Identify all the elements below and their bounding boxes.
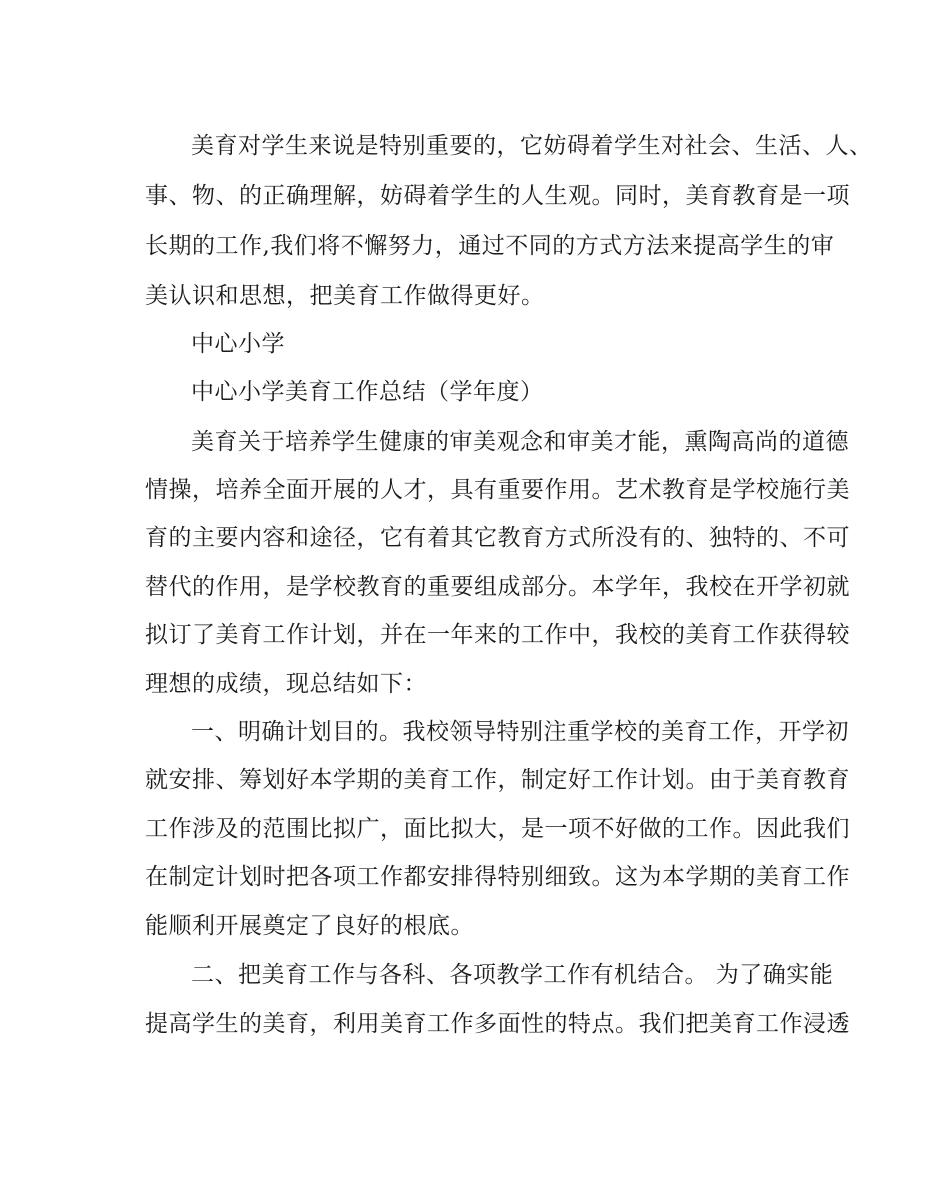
text-line: 替代的作用，是学校教育的重要组成部分。本学年，我校在开学初就	[145, 574, 850, 600]
text-line: 提高学生的美育，利用美育工作多面性的特点。我们把美育工作浸透	[145, 1011, 850, 1037]
text-line: 美育对学生来说是特别重要的，它妨碍着学生对社会、生活、人、	[191, 133, 873, 159]
text-line: 理想的成绩，现总结如下：	[145, 671, 427, 697]
text-line: 就安排、筹划好本学期的美育工作，制定好工作计划。由于美育教育	[145, 767, 850, 793]
text-line: 拟订了美育工作计划，并在一年来的工作中，我校的美育工作获得较	[145, 622, 850, 648]
text-line: 在制定计划时把各项工作都安排得特别细致。这为本学期的美育工作	[145, 864, 850, 890]
text-line: 一、明确计划目的。我校领导特别注重学校的美育工作，开学初	[191, 719, 849, 745]
text-line: 中心小学美育工作总结（学年度）	[191, 379, 544, 405]
text-line: 工作涉及的范围比拟广，面比拟大，是一项不好做的工作。因此我们	[145, 816, 850, 842]
text-line: 美认识和思想，把美育工作做得更好。	[145, 283, 545, 309]
text-line: 美育关于培养学生健康的审美观念和审美才能，熏陶高尚的道德	[191, 429, 849, 455]
text-line: 事、物、的正确理解，妨碍着学生的人生观。同时，美育教育是一项	[145, 183, 850, 209]
text-line: 中心小学	[191, 331, 285, 357]
text-line: 长期的工作,我们将不懈努力，通过不同的方式方法来提高学生的审	[145, 233, 835, 259]
text-line: 二、把美育工作与各科、各项教学工作有机结合。 为了确实能	[191, 962, 834, 988]
text-line: 育的主要内容和途径，它有着其它教育方式所没有的、独特的、不可	[145, 525, 850, 551]
text-line: 情操，培养全面开展的人才，具有重要作用。艺术教育是学校施行美	[145, 477, 850, 503]
text-line: 能顺利开展奠定了良好的根底。	[145, 913, 474, 939]
